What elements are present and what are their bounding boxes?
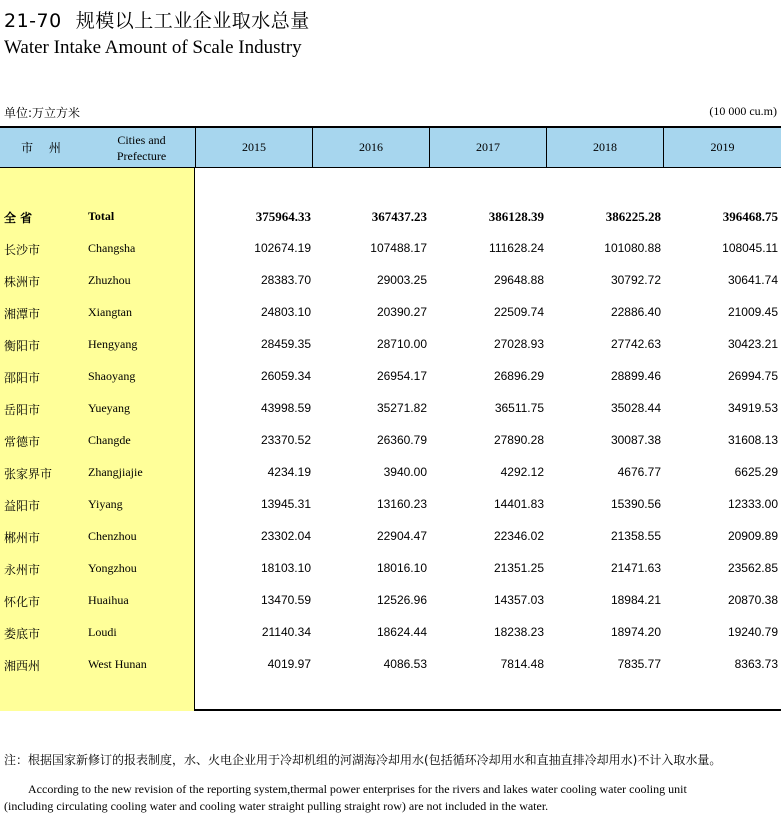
value-cell-2019: 30641.74 <box>727 273 778 287</box>
region-name-cn: 娄底市 <box>4 627 41 641</box>
unit-label-cn: 单位:万立方米 <box>4 106 81 120</box>
page-title-cn <box>4 6 310 33</box>
value-cell-2019: 26994.75 <box>727 369 778 383</box>
region-name-en: Chenzhou <box>88 529 137 543</box>
value-cell-2016: 12526.96 <box>376 593 427 607</box>
region-name-cn: 湘西州 <box>4 659 41 673</box>
note-en-line1: According to the new revision of the reporting system,thermal power enterprises for the rivers and lakes water cooling water cooling unit <box>28 782 687 796</box>
value-cell-2019: 396468.75 <box>722 209 778 224</box>
title-cn-text: 规模以上工业企业取水总量 <box>75 10 310 32</box>
region-name-en: Shaoyang <box>88 369 136 383</box>
value-cell-2019: 108045.11 <box>722 241 778 255</box>
header-year-2015: 2015 <box>195 128 312 167</box>
value-cell-2015: 28459.35 <box>260 337 311 351</box>
table-row <box>0 553 781 585</box>
value-cell-2015: 18103.10 <box>260 561 311 575</box>
table-row <box>0 329 781 361</box>
value-cell-2018: 7835.77 <box>617 657 661 671</box>
value-cell-2016: 20390.27 <box>376 305 427 319</box>
value-cell-2019: 20909.89 <box>727 529 778 543</box>
value-cell-2018: 22886.40 <box>610 305 661 319</box>
value-cell-2018: 30792.72 <box>610 273 661 287</box>
value-cell-2018: 30087.38 <box>610 433 661 447</box>
region-name-en: West Hunan <box>88 657 147 671</box>
value-cell-2015: 43998.59 <box>260 401 311 415</box>
value-cell-2018: 4676.77 <box>617 465 661 479</box>
value-cell-2017: 22509.74 <box>493 305 544 319</box>
region-name-en: Yongzhou <box>88 561 137 575</box>
value-cell-2018: 21358.55 <box>610 529 661 543</box>
table-row <box>0 585 781 617</box>
value-cell-2019: 34919.53 <box>727 401 778 415</box>
table-row <box>0 489 781 521</box>
region-name-cn: 湘潭市 <box>4 307 41 321</box>
value-cell-2019: 31608.13 <box>727 433 778 447</box>
region-name-cn: 益阳市 <box>4 499 41 513</box>
value-cell-2015: 28383.70 <box>260 273 311 287</box>
header-region-en <box>88 128 195 167</box>
value-cell-2016: 26360.79 <box>376 433 427 447</box>
region-name-en: Zhuzhou <box>88 273 131 287</box>
region-name-en: Total <box>88 209 115 223</box>
note-en-line2: (including circulating cooling water and cooling water straight pulling straight row) are not included in the water. <box>4 799 549 813</box>
value-cell-2015: 23302.04 <box>260 529 311 543</box>
unit-label-en: (10 000 cu.m) <box>709 104 777 118</box>
header-year-2016: 2016 <box>312 128 429 167</box>
table-row <box>0 521 781 553</box>
header-year-2019: 2019 <box>663 128 781 167</box>
value-cell-2018: 18984.21 <box>610 593 661 607</box>
value-cell-2016: 29003.25 <box>376 273 427 287</box>
region-name-en: Yiyang <box>88 497 123 511</box>
value-cell-2017: 36511.75 <box>494 401 544 415</box>
header-region-en-line1: Cities and <box>117 132 166 147</box>
region-name-cn: 张家界市 <box>4 467 53 481</box>
value-cell-2016: 13160.23 <box>376 497 427 511</box>
page-title-en: Water Intake Amount of Scale Industry <box>4 37 302 58</box>
region-name-cn: 永州市 <box>4 563 41 577</box>
value-cell-2017: 22346.02 <box>493 529 544 543</box>
value-cell-2018: 18974.20 <box>610 625 661 639</box>
value-cell-2019: 21009.45 <box>727 305 778 319</box>
header-year-2018: 2018 <box>546 128 663 167</box>
header-region-en-line2: Prefecture <box>116 148 167 163</box>
value-cell-2017: 26896.29 <box>493 369 544 383</box>
region-name-cn: 全 省 <box>4 211 33 225</box>
value-cell-2019: 20870.38 <box>727 593 778 607</box>
table-row <box>0 457 781 489</box>
table-row <box>0 425 781 457</box>
value-cell-2018: 35028.44 <box>610 401 661 415</box>
value-cell-2016: 367437.23 <box>371 209 427 224</box>
region-name-cn: 怀化市 <box>4 595 41 609</box>
region-name-cn: 株洲市 <box>4 275 41 289</box>
value-cell-2019: 6625.29 <box>734 465 778 479</box>
value-cell-2019: 23562.85 <box>727 561 778 575</box>
value-cell-2015: 23370.52 <box>260 433 311 447</box>
region-name-cn: 常德市 <box>4 435 41 449</box>
table-row <box>0 265 781 297</box>
value-cell-2019: 19240.79 <box>727 625 778 639</box>
value-cell-2015: 4234.19 <box>267 465 311 479</box>
value-cell-2018: 28899.46 <box>610 369 661 383</box>
region-name-en: Changsha <box>88 241 136 255</box>
value-cell-2016: 35271.82 <box>376 401 427 415</box>
table-number: 21-70 <box>4 10 62 32</box>
value-cell-2015: 102674.19 <box>254 241 311 255</box>
value-cell-2017: 14401.83 <box>493 497 544 511</box>
region-name-en: Yueyang <box>88 401 130 415</box>
region-name-en: Hengyang <box>88 337 138 351</box>
value-cell-2015: 375964.33 <box>255 209 311 224</box>
table-row <box>0 361 781 393</box>
value-cell-2016: 4086.53 <box>383 657 427 671</box>
value-cell-2016: 18624.44 <box>376 625 427 639</box>
header-region-cn: 市 州 <box>21 141 67 155</box>
value-cell-2016: 28710.00 <box>376 337 427 351</box>
table-row-total <box>0 201 781 233</box>
table-row <box>0 233 781 265</box>
region-name-en: Xiangtan <box>88 305 132 319</box>
table-header <box>0 128 781 168</box>
value-cell-2015: 4019.97 <box>267 657 311 671</box>
region-name-cn: 岳阳市 <box>4 403 41 417</box>
value-cell-2017: 29648.88 <box>493 273 544 287</box>
value-cell-2015: 13470.59 <box>260 593 311 607</box>
value-cell-2015: 21140.34 <box>261 625 311 639</box>
region-name-cn: 郴州市 <box>4 531 41 545</box>
region-name-en: Loudi <box>88 625 117 639</box>
value-cell-2018: 386225.28 <box>605 209 661 224</box>
value-cell-2016: 107488.17 <box>370 241 427 255</box>
region-name-cn: 长沙市 <box>4 243 41 257</box>
value-cell-2018: 21471.63 <box>610 561 661 575</box>
region-name-cn: 邵阳市 <box>4 371 41 385</box>
value-cell-2017: 7814.48 <box>500 657 544 671</box>
value-cell-2017: 14357.03 <box>493 593 544 607</box>
value-cell-2019: 8363.73 <box>734 657 778 671</box>
value-cell-2015: 24803.10 <box>260 305 311 319</box>
table-row <box>0 617 781 649</box>
value-cell-2017: 21351.25 <box>493 561 544 575</box>
table-row <box>0 393 781 425</box>
value-cell-2016: 26954.17 <box>376 369 427 383</box>
value-cell-2017: 27028.93 <box>493 337 544 351</box>
table-row <box>0 649 781 681</box>
value-cell-2016: 22904.47 <box>376 529 427 543</box>
value-cell-2018: 101080.88 <box>604 241 661 255</box>
value-cell-2017: 111628.24 <box>489 241 544 255</box>
note-en <box>4 781 779 815</box>
data-table <box>0 126 781 711</box>
region-name-cn: 衡阳市 <box>4 339 41 353</box>
value-cell-2016: 3940.00 <box>383 465 427 479</box>
region-name-en: Zhangjiajie <box>88 465 143 479</box>
value-cell-2019: 12333.00 <box>727 497 778 511</box>
value-cell-2017: 27890.28 <box>493 433 544 447</box>
value-cell-2018: 15390.56 <box>610 497 661 511</box>
header-year-2017: 2017 <box>429 128 546 167</box>
table-row <box>0 297 781 329</box>
value-cell-2017: 18238.23 <box>493 625 544 639</box>
value-cell-2017: 4292.12 <box>500 465 544 479</box>
note-cn: 注：根据国家新修订的报表制度，水、火电企业用于冷却机组的河湖海冷却用水(包括循环冷却用水和直抽直排冷却用水)不计入取水量。 <box>4 753 722 767</box>
value-cell-2015: 13945.31 <box>260 497 311 511</box>
value-cell-2018: 27742.63 <box>610 337 661 351</box>
region-name-en: Huaihua <box>88 593 129 607</box>
value-cell-2015: 26059.34 <box>260 369 311 383</box>
value-cell-2019: 30423.21 <box>727 337 778 351</box>
value-cell-2016: 18016.10 <box>376 561 427 575</box>
region-name-en: Changde <box>88 433 131 447</box>
value-cell-2017: 386128.39 <box>488 209 544 224</box>
